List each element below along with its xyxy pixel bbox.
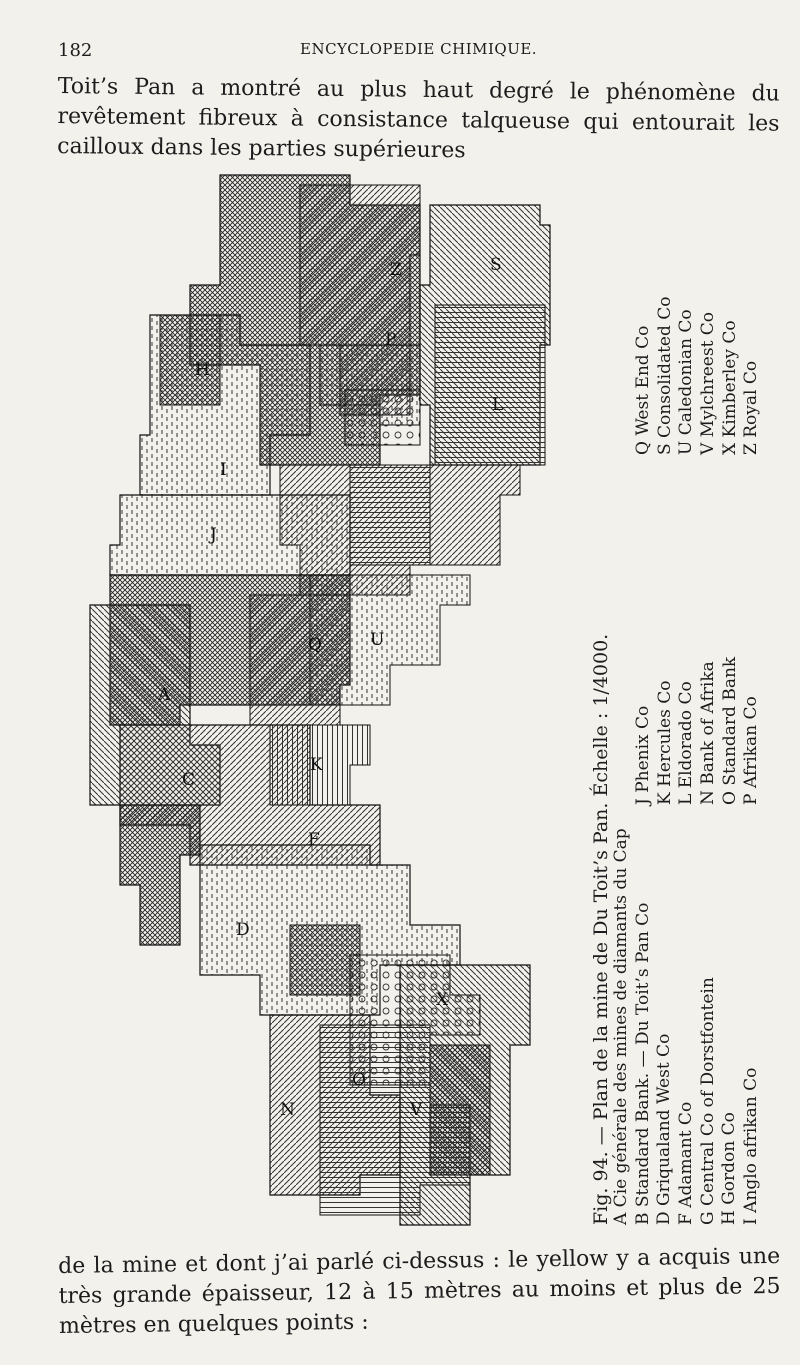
map-letter-n: N <box>280 1100 295 1120</box>
map-letter-p: P <box>385 330 397 350</box>
legend-item: O Standard Bank <box>719 656 740 805</box>
mine-block <box>435 305 545 465</box>
mine-block <box>350 465 430 565</box>
map-letter-j: J <box>210 525 217 545</box>
mine-block <box>110 495 350 575</box>
legend-item: Q West End Co <box>633 325 653 455</box>
mine-block <box>120 805 200 945</box>
legend-item: U Caledonian Co <box>676 309 697 455</box>
legend-item: S Consolidated Co <box>654 296 675 455</box>
legend-column-2 <box>633 657 763 805</box>
legend-column-3 <box>633 296 763 455</box>
map-letter-d: D <box>236 920 250 940</box>
map-letter-u: U <box>370 630 385 650</box>
mine-block <box>160 315 220 405</box>
legend-item: P Afrikan Co <box>741 696 762 805</box>
bottom-paragraph: de la mine et dont j’ai parlé ci-dessus : le yellow y a acquis une très grande épaisseur, 12 à 15 mètres au moins et plus de 25 mètres en quelques points : <box>58 1243 781 1339</box>
legend-item: F Adamant Co <box>676 1101 697 1225</box>
map-letter-s: S <box>490 255 502 275</box>
mine-block <box>250 595 350 725</box>
caption-line-1: Fig. 94. — Plan de la mine de Du Toit’s Pan. Échelle : 1/4000. <box>590 633 612 1225</box>
mine-block <box>345 390 420 445</box>
mine-block <box>430 1045 490 1175</box>
legend-item: H Gordon Co <box>719 1112 740 1225</box>
figure-caption <box>590 525 612 1225</box>
map-letter-x: X <box>436 990 449 1010</box>
mine-plan-figure <box>80 165 780 1240</box>
map-letter-k: K <box>310 755 323 775</box>
legend-item: N Bank of Afrika <box>698 661 719 805</box>
map-letter-z: Z <box>390 260 402 280</box>
legend-item: Z Royal Co <box>741 360 762 455</box>
legend-item: G Central Co of Dorstfontein <box>697 977 718 1225</box>
map-letter-f: F <box>308 830 320 850</box>
map-letter-q: Q <box>308 635 322 655</box>
map-letter-c: C <box>182 770 196 790</box>
legend-item: J Phenix Co <box>633 705 653 805</box>
legend-item: I Anglo afrikan Co <box>741 1067 762 1225</box>
legend-item: A Cie générale des mines de diamants du Cap <box>611 828 631 1225</box>
legend-item: X Kimberley Co <box>719 320 740 455</box>
legend-item: D Griqualand West Co <box>654 1033 675 1225</box>
map-letter-v: V <box>410 1100 423 1120</box>
running-title: ENCYCLOPEDIE CHIMIQUE. <box>300 40 538 58</box>
map-letter-l: L <box>492 395 504 415</box>
legend-column-1 <box>611 828 763 1225</box>
top-paragraph: Toit’s Pan a montré au plus haut degré le phénomène du revêtement fibreux à consistance talqueuse qui entourait les cailloux dans les parties supérieures <box>57 73 780 164</box>
legend-item: L Eldorado Co <box>676 681 697 805</box>
legend-item: V Mylchreest Co <box>698 311 719 455</box>
page-number: 182 <box>58 40 93 61</box>
map-letter-o: O <box>352 1070 366 1090</box>
map-letter-a: A <box>158 685 171 705</box>
map-letter-h: H <box>195 360 210 380</box>
map-letter-i: I <box>220 460 227 480</box>
legend-item: K Hercules Co <box>654 680 675 805</box>
legend-item: B Standard Bank. — Du Toit’s Pan Co <box>632 902 653 1225</box>
